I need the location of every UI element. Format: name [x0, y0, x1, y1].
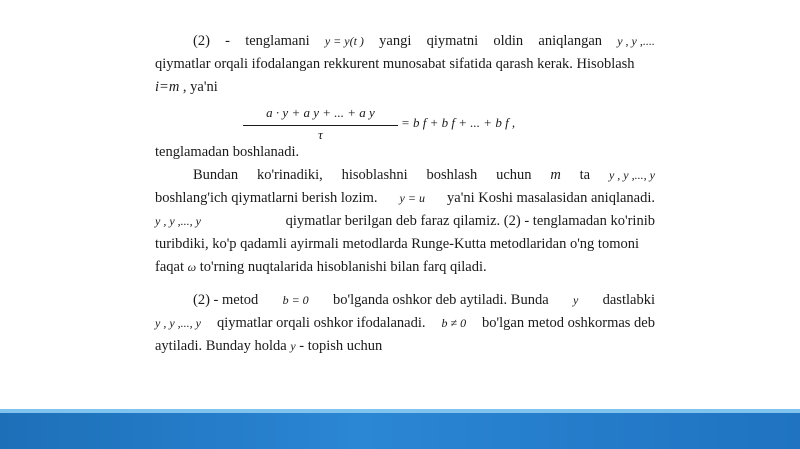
math-expression: ω: [187, 260, 197, 274]
text: qiymatni: [426, 33, 479, 49]
text: tenglamani: [245, 33, 310, 49]
document-body: [155, 30, 655, 358]
text: to'rning nuqtalarida hisoblanishi bilan farq qiladi.: [199, 259, 487, 275]
text: ko'rinadiki,: [256, 167, 323, 183]
paragraph-3-line-3: [155, 335, 655, 358]
text: (2): [193, 33, 210, 49]
text: boshlang'ich qiymatlarni berish lozim.: [155, 190, 378, 206]
text: ya'ni Koshi masalasidan aniqlanadi.: [447, 190, 655, 206]
math-expression: y: [290, 339, 296, 353]
math-expression: y , y ,..., y: [608, 168, 655, 182]
math-expression: m: [550, 167, 561, 183]
paragraph-2-line-1: [155, 164, 655, 187]
paragraph-1-line-3: [155, 76, 655, 99]
formula-fraction: [243, 101, 398, 144]
math-expression: i=m: [155, 79, 180, 95]
text: (2) - metod: [193, 292, 259, 308]
math-expression: y , y ,....: [617, 34, 655, 48]
text: bo'lgan metod oshkormas deb: [482, 315, 655, 331]
paragraph-2-line-2: [155, 187, 655, 210]
text: oldin: [493, 33, 524, 49]
paragraph-1-end: tenglamadan boshlanadi.: [155, 144, 300, 160]
text: dastlabki: [602, 292, 655, 308]
paragraph-2-line-3: [155, 210, 655, 233]
paragraph-3-line-1: [155, 289, 655, 312]
text: boshlash: [426, 167, 478, 183]
math-expression: y: [572, 293, 579, 307]
text: -: [225, 33, 230, 49]
text: faqat: [155, 259, 184, 275]
math-expression: b = 0: [282, 293, 309, 307]
math-expression: b ≠ 0: [441, 316, 467, 330]
text: yangi: [379, 33, 412, 49]
formula-numerator: a · y + a y + ... + a y: [243, 101, 398, 126]
paragraph-1-line-2: qiymatlar orqali ifodalangan rekkurent munosabat sifatida qarash kerak. Hisoblash: [155, 56, 635, 72]
math-expression: y = y(t ): [324, 34, 364, 48]
text: qiymatlar berilgan deb faraz qilamiz. (2) - tenglamadan ko'rinib: [285, 213, 655, 229]
formula-right-side: = b f + b f + ... + b f ,: [401, 115, 516, 130]
paragraph-gap: [155, 279, 655, 289]
formula-denominator: τ: [318, 127, 323, 142]
text: bo'lganda oshkor deb aytiladi. Bunda: [333, 292, 549, 308]
paragraph-1-line-1: [155, 30, 655, 53]
math-expression: y , y ,..., y: [155, 214, 201, 228]
paragraph-3-line-2: [155, 312, 655, 335]
text: , ya'ni: [182, 79, 218, 95]
text: qiymatlar orqali oshkor ifodalanadi.: [216, 315, 426, 331]
footer-bar: [0, 413, 800, 449]
text: aniqlangan: [538, 33, 603, 49]
text: aytiladi. Bunday holda: [155, 338, 287, 354]
paragraph-2-line-4: turibdiki, ko'p qadamli ayirmali metodlarda Runge-Kutta metodlaridan o'ng tomoni: [155, 236, 640, 252]
text: ta: [579, 167, 591, 183]
math-expression: y , y ,..., y: [155, 316, 201, 330]
paragraph-2-line-5: [155, 256, 655, 279]
text: uchun: [496, 167, 532, 183]
text: - topish uchun: [299, 338, 383, 354]
math-expression: y = u: [399, 191, 425, 205]
text: hisoblashni: [341, 167, 408, 183]
formula: [243, 101, 655, 142]
text: Bundan: [193, 167, 239, 183]
